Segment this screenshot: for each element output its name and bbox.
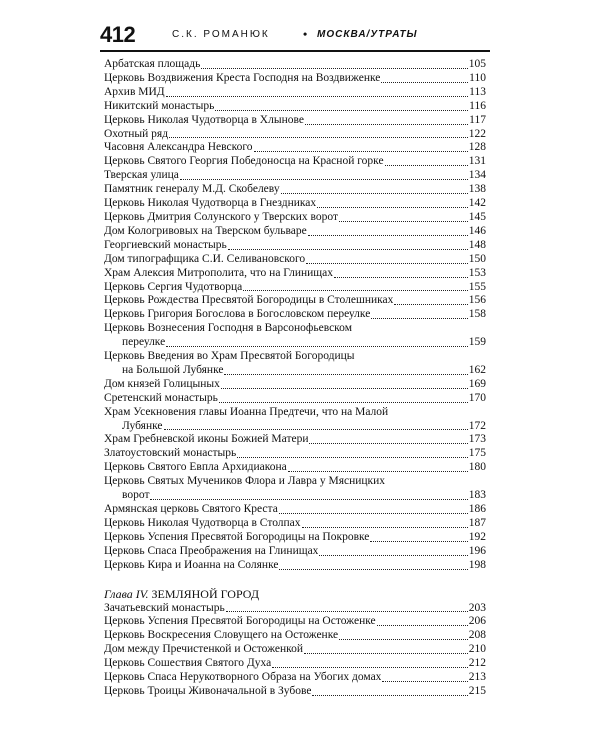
- toc-entry-title: Церковь Троицы Живоначальной в Зубове: [104, 684, 312, 697]
- toc-entry-page: 142: [468, 197, 486, 210]
- toc-entry-page: 203: [468, 601, 486, 614]
- toc-entry-title: Тверская улица: [104, 169, 179, 182]
- toc-entry-title: Часовня Александра Невского: [104, 141, 253, 154]
- toc-entry-page: 134: [468, 169, 486, 182]
- toc-entry-page: 162: [468, 363, 486, 376]
- header-rule: [100, 50, 490, 52]
- toc-entry-page: 105: [468, 58, 486, 70]
- toc-entry-page: 158: [468, 308, 486, 321]
- toc-entry-title: Церковь Воздвижения Креста Господня на Воздвиженке: [104, 71, 381, 84]
- dot-leader: [371, 317, 467, 319]
- toc-entry-title: Храм Гребневской иконы Божией Матери: [104, 433, 309, 446]
- toc-entry-page: 215: [468, 684, 486, 697]
- toc-entry-title-line1: Церковь Вознесения Господня в Варсонофьевском: [104, 322, 352, 335]
- toc-entry[interactable]: [104, 72, 486, 86]
- dot-leader: [201, 67, 467, 69]
- toc-entry-title: Сретенский монастырь: [104, 391, 218, 404]
- dot-leader: [237, 456, 468, 458]
- toc-entry-page: 180: [468, 461, 486, 474]
- toc-entry-page: 187: [468, 516, 486, 529]
- toc-entry-title: Златоустовский монастырь: [104, 447, 237, 460]
- table-of-contents: [104, 58, 486, 699]
- toc-entry-title: Церковь Успения Пресвятой Богородицы на Покровке: [104, 530, 370, 543]
- dot-leader: [215, 109, 468, 111]
- dot-leader: [382, 680, 467, 682]
- dot-leader: [166, 95, 469, 97]
- toc-entry-page: 145: [468, 210, 486, 223]
- chapter-title: ЗЕМЛЯНОЙ ГОРОД: [151, 586, 260, 601]
- dot-leader: [272, 666, 468, 668]
- toc-entry-two-line[interactable]: [104, 350, 486, 378]
- toc-entry[interactable]: [104, 629, 486, 643]
- toc-entry[interactable]: [104, 86, 486, 100]
- toc-entry-page: 116: [469, 99, 486, 112]
- toc-entry-page: 153: [468, 266, 486, 279]
- dot-leader: [370, 540, 467, 542]
- toc-entry[interactable]: [104, 615, 486, 629]
- toc-entry-title: Дом Кологривовых на Тверском бульваре: [104, 224, 307, 237]
- toc-entry[interactable]: [104, 211, 486, 225]
- toc-entry[interactable]: [104, 685, 486, 699]
- dot-leader: [254, 150, 468, 152]
- toc-entry-title: Георгиевский монастырь: [104, 238, 227, 251]
- toc-entry-page: 213: [468, 671, 486, 684]
- toc-entry[interactable]: [104, 545, 486, 559]
- toc-entry[interactable]: [104, 114, 486, 128]
- toc-entry-title-line2: переулке: [122, 336, 166, 349]
- toc-entry[interactable]: [104, 433, 486, 447]
- dot-leader: [334, 276, 468, 278]
- dot-leader: [166, 345, 468, 347]
- dot-leader: [279, 512, 468, 514]
- toc-group-2: [104, 378, 486, 406]
- toc-entry-page: 196: [468, 544, 486, 557]
- toc-entry-title-line2: ворот: [122, 489, 150, 502]
- toc-entry[interactable]: [104, 225, 486, 239]
- toc-entry-page: 155: [468, 280, 486, 293]
- dot-leader: [164, 428, 468, 430]
- toc-entry[interactable]: [104, 447, 486, 461]
- toc-entry[interactable]: [104, 308, 486, 322]
- toc-entry-title: Церковь Спаса Нерукотворного Образа на Убогих домах: [104, 671, 382, 684]
- toc-entry-title: Дом типографщика С.И. Селивановского: [104, 252, 306, 265]
- toc-entry[interactable]: [104, 197, 486, 211]
- toc-entry-title-line2: Лубянке: [122, 419, 163, 432]
- toc-entry-title: Церковь Успения Пресвятой Богородицы на Остоженке: [104, 615, 376, 628]
- toc-entry[interactable]: [104, 294, 486, 308]
- dot-leader: [339, 220, 468, 222]
- toc-entry-title: Церковь Дмитрия Солунского у Тверских ворот: [104, 210, 339, 223]
- toc-group-3: [104, 433, 486, 475]
- dot-leader: [221, 387, 468, 389]
- toc-entry-page: 208: [468, 629, 486, 642]
- toc-entry-page: 183: [468, 489, 486, 502]
- dot-leader: [312, 694, 467, 696]
- toc-entry-two-line[interactable]: [104, 406, 486, 434]
- dot-leader: [288, 470, 468, 472]
- toc-entry-page: 138: [468, 183, 486, 196]
- toc-entry-title: Памятник генералу М.Д. Скобелеву: [104, 183, 280, 196]
- toc-entry[interactable]: [104, 503, 486, 517]
- toc-entry-title: Дом князей Голицыных: [104, 377, 220, 390]
- toc-entry[interactable]: [104, 671, 486, 685]
- toc-entry-two-line[interactable]: [104, 475, 486, 503]
- toc-entry[interactable]: [104, 239, 486, 253]
- toc-entry-page: 113: [469, 85, 486, 98]
- dot-leader: [306, 262, 468, 264]
- toc-entry-page: 148: [468, 238, 486, 251]
- toc-group-1: [104, 58, 486, 322]
- toc-entry[interactable]: [104, 169, 486, 183]
- toc-entry-title: Церковь Николая Чудотворца в Хлынове: [104, 113, 304, 126]
- toc-group-4: [104, 503, 486, 573]
- toc-entry-title-line1: Церковь Святых Мучеников Флора и Лавра у Мясницких: [104, 475, 386, 488]
- toc-entry[interactable]: [104, 461, 486, 475]
- toc-entry[interactable]: [104, 267, 486, 281]
- toc-entry-title: Армянская церковь Святого Креста: [104, 503, 278, 515]
- toc-entry-title: Дом между Пречистенкой и Остоженкой: [104, 643, 304, 656]
- toc-entry-page: 131: [468, 155, 486, 168]
- toc-entry-title: Церковь Николая Чудотворца в Гнездниках: [104, 197, 317, 210]
- toc-entry-title: Церковь Спаса Преображения на Глинищах: [104, 544, 319, 557]
- toc-entry-page: 170: [468, 391, 486, 404]
- toc-entry-page: 159: [468, 336, 486, 349]
- toc-entry[interactable]: [104, 392, 486, 406]
- toc-entry-title: Храм Алексия Митрополита, что на Глинищах: [104, 266, 334, 279]
- toc-entry-page: 186: [468, 503, 486, 515]
- toc-entry[interactable]: [104, 281, 486, 295]
- toc-entry[interactable]: [104, 141, 486, 155]
- toc-entry-page: 117: [469, 113, 486, 126]
- toc-entry[interactable]: [104, 58, 486, 72]
- toc-entry[interactable]: [104, 643, 486, 657]
- toc-entry-title-line1: Храм Усекновения главы Иоанна Предтечи, что на Малой: [104, 405, 389, 418]
- running-header: [100, 22, 486, 48]
- toc-entry[interactable]: [104, 657, 486, 671]
- dot-leader: [381, 81, 468, 83]
- toc-entry-page: 192: [468, 530, 486, 543]
- toc-entry-page: 122: [468, 127, 486, 140]
- dot-leader: [317, 206, 468, 208]
- toc-entry-page: 172: [468, 419, 486, 432]
- toc-entry-title: Церковь Святого Евпла Архидиакона: [104, 461, 287, 474]
- toc-entry[interactable]: [104, 253, 486, 267]
- toc-entry-title: Церковь Рождества Пресвятой Богородицы в Столешниках: [104, 294, 394, 307]
- toc-entry-page: 212: [468, 657, 486, 670]
- toc-entry[interactable]: [104, 100, 486, 114]
- toc-entry[interactable]: [104, 531, 486, 545]
- chapter-label: Глава IV.: [104, 586, 149, 601]
- dot-leader: [281, 192, 468, 194]
- toc-entry-title: Церковь Кира и Иоанна на Солянке: [104, 558, 279, 571]
- dot-leader: [339, 638, 468, 640]
- toc-entry-page: 198: [468, 558, 486, 571]
- dot-leader: [308, 234, 468, 236]
- dot-leader: [219, 401, 468, 403]
- toc-entry-title: Церковь Воскресения Словущего на Остоженке: [104, 629, 339, 642]
- toc-entry-title: Церковь Сергия Чудотворца: [104, 280, 243, 293]
- toc-entry[interactable]: [104, 128, 486, 142]
- dot-leader: [385, 164, 468, 166]
- toc-entry-title: Охотный ряд: [104, 127, 169, 140]
- toc-entry-title: Церковь Сошествия Святого Духа: [104, 657, 272, 670]
- toc-entry-title: Архив МИД: [104, 85, 165, 98]
- toc-entry-two-line[interactable]: [104, 322, 486, 350]
- toc-group-5: [104, 602, 486, 699]
- author-name: С.К. РОМАНЮК: [172, 29, 270, 40]
- toc-entry-title: Никитский монастырь: [104, 99, 215, 112]
- toc-entry[interactable]: [104, 155, 486, 169]
- page-number: 412: [100, 22, 136, 47]
- toc-entry-title: Церковь Григория Богослова в Богословском переулке: [104, 308, 371, 321]
- dot-leader: [224, 373, 467, 375]
- dot-leader: [394, 303, 467, 305]
- toc-entry-title: Арбатская площадь: [104, 58, 201, 70]
- dot-leader: [279, 568, 467, 570]
- toc-entry-page: 156: [468, 294, 486, 307]
- dot-leader: [150, 498, 467, 500]
- toc-entry-title: Церковь Николая Чудотворца в Столпах: [104, 516, 301, 529]
- toc-entry-title: Зачатьевский монастырь: [104, 601, 225, 614]
- toc-entry[interactable]: [104, 183, 486, 197]
- toc-entry-page: 173: [468, 433, 486, 446]
- header-bullet: •: [303, 27, 308, 41]
- toc-entry-page: 210: [468, 643, 486, 656]
- chapter-heading: [104, 587, 486, 602]
- toc-entry[interactable]: [104, 602, 486, 616]
- dot-leader: [302, 526, 468, 528]
- toc-entry-title-line2: на Большой Лубянке: [122, 363, 224, 376]
- dot-leader: [169, 136, 468, 138]
- dot-leader: [226, 610, 468, 612]
- toc-entry[interactable]: [104, 559, 486, 573]
- toc-entry[interactable]: [104, 378, 486, 392]
- dot-leader: [377, 624, 468, 626]
- dot-leader: [305, 123, 468, 125]
- toc-entry-page: 150: [468, 252, 486, 265]
- dot-leader: [319, 554, 467, 556]
- toc-entry-title-line1: Церковь Введения во Храм Пресвятой Богородицы: [104, 350, 355, 363]
- book-title: МОСКВА/УТРАТЫ: [317, 29, 418, 40]
- toc-entry-page: 175: [468, 447, 486, 460]
- toc-entry-page: 206: [468, 615, 486, 628]
- dot-leader: [180, 178, 468, 180]
- toc-entry-page: 169: [468, 377, 486, 390]
- toc-entry[interactable]: [104, 517, 486, 531]
- toc-entry-page: 128: [468, 141, 486, 154]
- dot-leader: [304, 652, 468, 654]
- toc-entry-page: 146: [468, 224, 486, 237]
- dot-leader: [309, 442, 467, 444]
- toc-entry-page: 110: [469, 71, 486, 84]
- dot-leader: [228, 248, 468, 250]
- dot-leader: [243, 289, 468, 291]
- toc-entry-title: Церковь Святого Георгия Победоносца на Красной горке: [104, 155, 384, 168]
